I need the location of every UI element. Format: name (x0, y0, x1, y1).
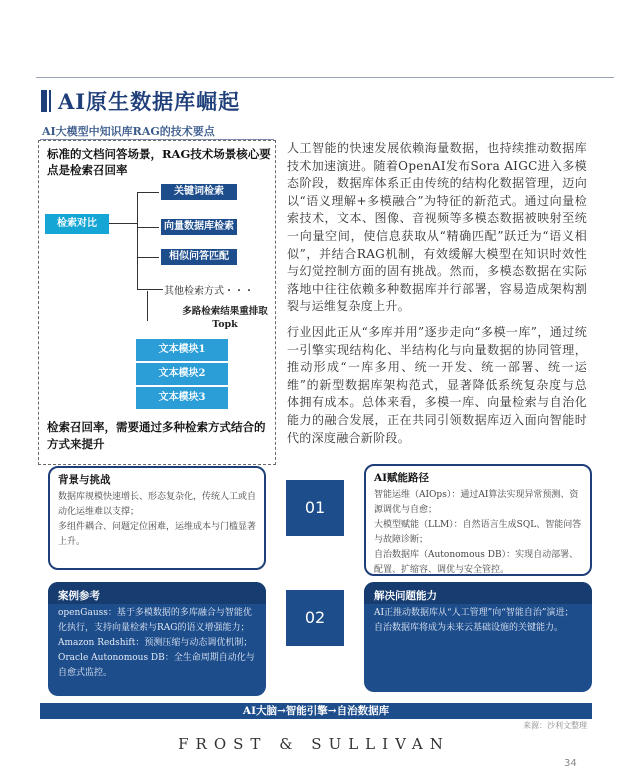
brand-wordmark: FROST & SULLIVAN (178, 735, 450, 753)
diagram-footer: 检索召回率，需要通过多种检索方式结合的方式来提升 (47, 420, 266, 451)
card-cases-line: openGauss：基于多模数据的多库融合与智能优化执行，支持向量检索与RAG的语义增强能力； (58, 608, 252, 633)
card-ai-path-line: 自治数据库（Autonomous DB）：实现自动部署、配置、扩缩容、调优与安全管控。 (374, 550, 579, 575)
connector-branch (137, 192, 159, 193)
connector-line (109, 223, 137, 224)
card-ai-path (364, 464, 592, 576)
result-block-2: 文本模块2 (136, 363, 228, 385)
section-subtitle: AI大模型中知识库RAG的技术要点 (42, 125, 215, 138)
title-accent-bar-thin (49, 90, 51, 112)
card-ai-path-title: AI赋能路径 (374, 472, 430, 484)
header-rule (36, 77, 614, 78)
step-02-number: 02 (304, 608, 326, 627)
page-number: 34 (564, 758, 577, 769)
step-01-box (286, 480, 344, 536)
card-cases-title: 案例参考 (58, 590, 100, 602)
card-background-title: 背景与挑战 (58, 474, 111, 486)
step-01-number: 01 (304, 498, 326, 517)
card-solved (364, 582, 592, 692)
card-cases-line: Oracle Autonomous DB：全生命周期自动化与自愈式监控。 (58, 653, 255, 678)
page-title: AI原生数据库崛起 (58, 89, 241, 114)
method-vector: 向量数据库检索 (161, 219, 237, 235)
card-background-line: 数据库规模快速增长、形态复杂化，传统人工或自动化运维难以支撑； (58, 492, 257, 517)
source-note: 来源：沙利文整理 (523, 721, 587, 730)
card-cases-line: Amazon Redshift：预测压缩与动态调优机制； (58, 638, 253, 648)
card-ai-path-line: 大模型赋能（LLM）：自然语言生成SQL、智能问答与故障诊断； (374, 520, 582, 545)
connector-branch (137, 257, 159, 258)
rag-diagram (38, 140, 276, 465)
card-background-line: 多组件耦合、问题定位困难，运维成本与门槛显著上升。 (58, 522, 257, 547)
body-paragraph-2: 行业因此正从“多库并用”逐步走向“多模一库”，通过统一引擎实现结构化、半结构化与向量数据的协同管理，推动形成“一库多用、统一开发、统一部署、统一运维”的新型数据库架构范式，显著降低系统复杂度与总体拥有成本。总体来看，多模一库、向量检索与自治化能力的融合发展，正在共同引领数据库迈入面向智能时代的深度融合新阶段。 (287, 325, 587, 445)
merge-connector (147, 291, 148, 321)
method-similar-qa: 相似问答匹配 (161, 249, 237, 265)
card-solved-content (374, 586, 584, 636)
step-02-box (286, 590, 344, 646)
title-accent-bar (41, 90, 47, 112)
card-ai-path-line: 智能运维（AIOps）：通过AI算法实现异常预测、资源调优与自愈； (374, 490, 579, 515)
card-background (48, 466, 266, 570)
result-block-3: 文本模块3 (136, 387, 228, 409)
other-methods-label: 其他检索方式・・・ (164, 286, 254, 297)
card-cases (48, 582, 266, 696)
connector-branch (137, 289, 163, 290)
query-box: 检索对比 (45, 214, 109, 234)
connector-trunk (137, 192, 138, 290)
result-block-1: 文本模块1 (136, 339, 228, 361)
method-keyword: 关键词检索 (161, 184, 237, 200)
card-solved-line: AI正推动数据库从“人工管理”向“智能自治”演进； (374, 608, 574, 618)
bottom-banner: AI大脑→智能引擎→自治数据库 (40, 703, 592, 719)
card-solved-line: 自治数据库将成为未来云基础设施的关键能力。 (374, 623, 564, 633)
diagram-heading: 标准的文档问答场景，RAG技术场景核心要点是检索召回率 (47, 147, 271, 177)
card-solved-title: 解决问题能力 (374, 590, 437, 602)
connector-branch (137, 227, 159, 228)
merge-label: 多路检索结果重排取Topk (182, 306, 268, 330)
card-cases-content (58, 586, 260, 681)
body-paragraph-1: 人工智能的快速发展依赖海量数据，也持续推动数据库技术加速演进。随着OpenAI发布Sora AIGC进入多模态阶段，数据库体系正由传统的结构化数据管理，迈向以“语义理解+多模融合”为特征的新范式。通过向量检索技术，文本、图像、音视频等多模态数据被映射至统一向量空间，使信息获取从“精确匹配”跃迁为“语义相似”，并结合RAG机制，有效缓解大模型在知识时效性与幻觉控制方面的固有挑战。然而，多模态数据在实际落地中往往依赖多种数据库并行部署，容易造成架构割裂与运维复杂度上升。 (287, 141, 587, 314)
